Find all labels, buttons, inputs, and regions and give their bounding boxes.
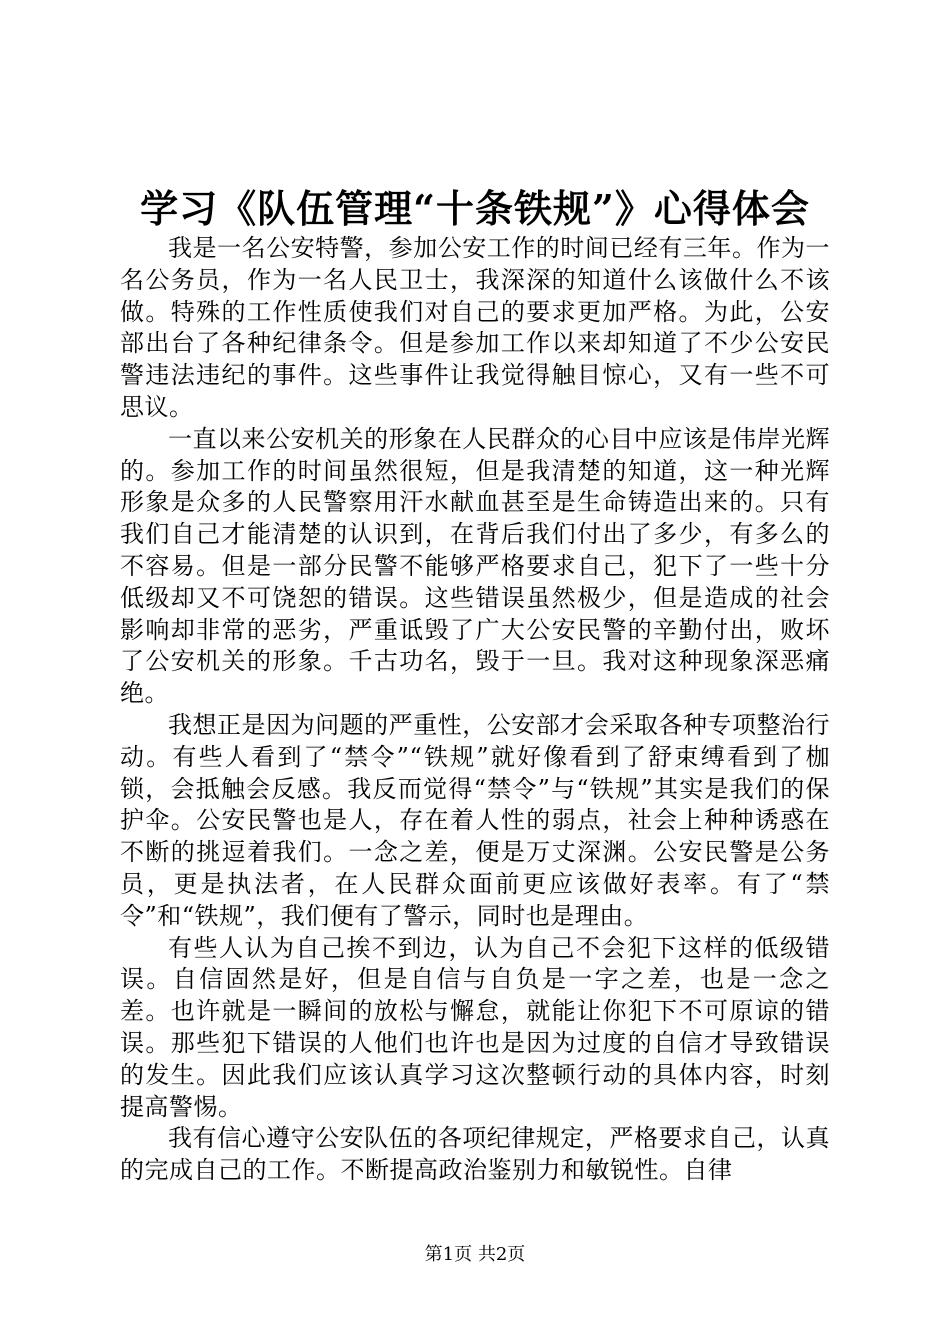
paragraph-5: 我有信心遵守公安队伍的各项纪律规定，严格要求自己，认真的完成自己的工作。不断提高政治鉴别力和敏锐性。自律 bbox=[120, 1124, 830, 1185]
paragraph-2: 一直以来公安机关的形象在人民群众的心目中应该是伟岸光辉的。参加工作的时间虽然很短，但是我清楚的知道，这一种光辉形象是众多的人民警察用汗水献血甚至是生命铸造出来的。只有我们自己才能清楚的认识到，在背后我们付出了多少，有多么的不容易。但是一部分民警不能够严格要求自己，犯下了一些十分低级却又不可饶恕的错误。这些错误虽然极少，但是造成的社会影响却非常的恶劣，严重诋毁了广大公安民警的辛勤付出，败坏了公安机关的形象。千古功名，毁于一旦。我对这种现象深恶痛绝。 bbox=[120, 424, 830, 708]
page-number-footer: 第1页 共2页 bbox=[424, 1244, 526, 1265]
document-title: 学习《队伍管理“十条铁规”》心得体会 bbox=[140, 186, 810, 231]
paragraph-3: 我想正是因为问题的严重性，公安部才会采取各种专项整治行动。有些人看到了“禁令”“铁规”就好像看到了舒束缚看到了枷锁，会抵触会反感。我反而觉得“禁令”与“铁规”其实是我们的保护伞。公安民警也是人，存在着人性的弱点，社会上种种诱惑在不断的挑逗着我们。一念之差，便是万丈深渊。公安民警是公务员，更是执法者，在人民群众面前更应该做好表率。有了“禁令”和“铁规”，我们便有了警示，同时也是理由。 bbox=[120, 710, 830, 930]
document-body bbox=[120, 233, 830, 1187]
paragraph-1: 我是一名公安特警，参加公安工作的时间已经有三年。作为一名公务员，作为一名人民卫士，我深深的知道什么该做什么不该做。特殊的工作性质使我们对自己的要求更加严格。为此，公安部出台了各种纪律条令。但是参加工作以来却知道了不少公安民警违法违纪的事件。这些事件让我觉得触目惊心，又有一些不可思议。 bbox=[120, 234, 830, 421]
paragraph-4: 有些人认为自己挨不到边，认为自己不会犯下这样的低级错误。自信固然是好，但是自信与自负是一字之差，也是一念之差。也许就是一瞬间的放松与懈怠，就能让你犯下不可原谅的错误。那些犯下错误的人他们也许也是因为过度的自信才导致错误的发生。因此我们应该认真学习这次整顿行动的具体内容，时刻提高警惕。 bbox=[120, 933, 830, 1121]
